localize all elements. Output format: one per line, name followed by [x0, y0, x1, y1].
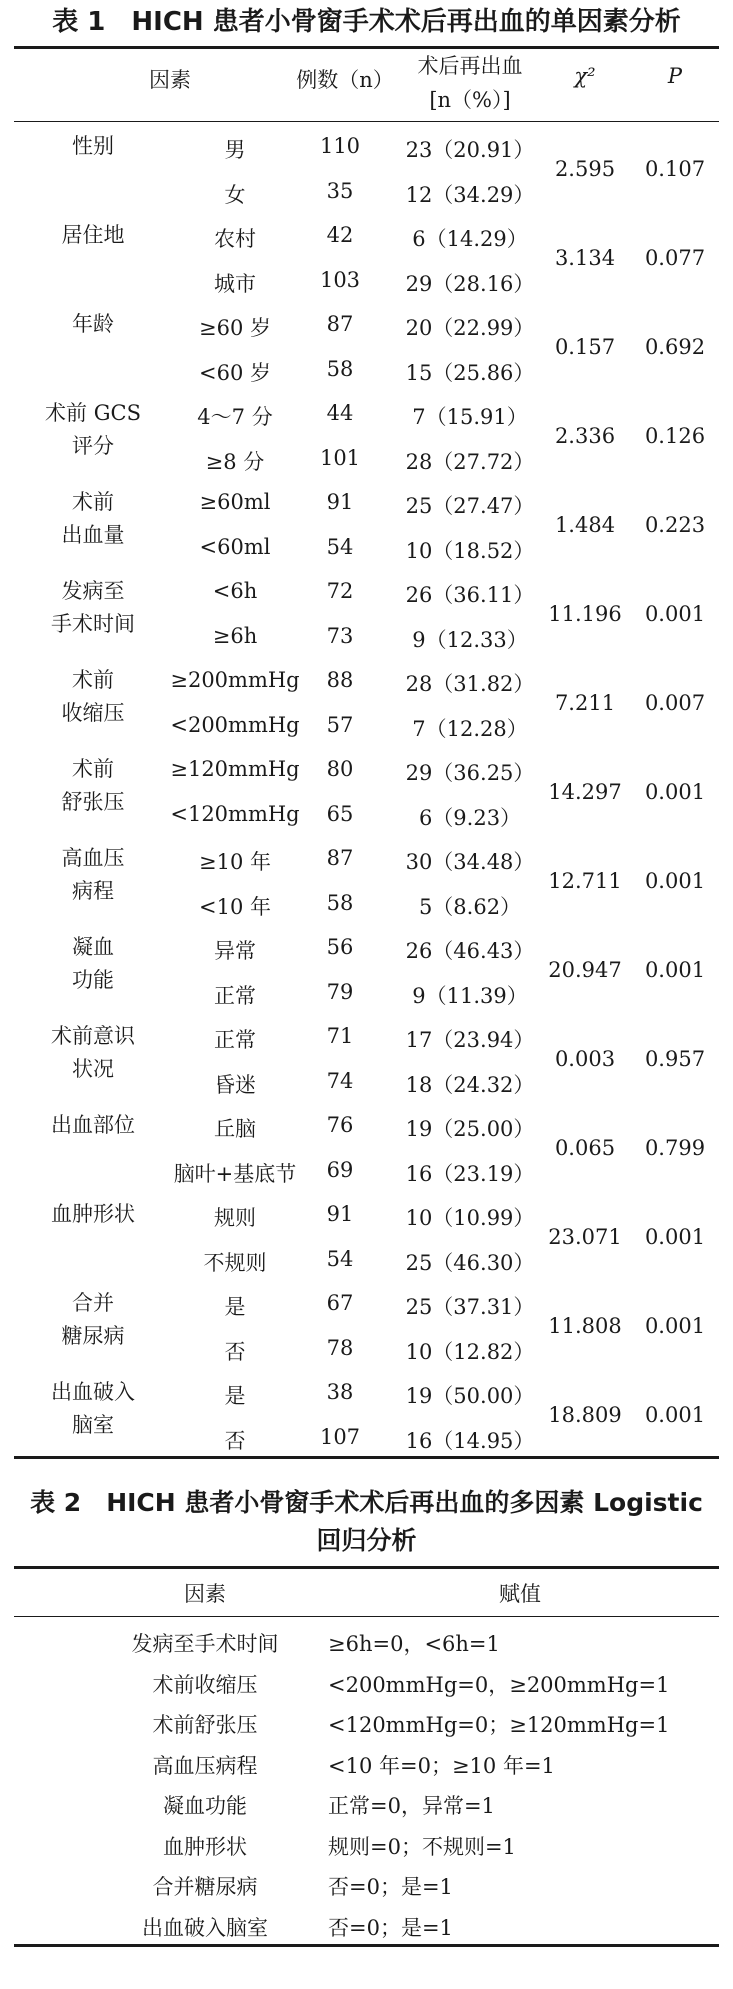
table1-cases: 107	[319, 1424, 361, 1449]
table1-level: <60 岁	[199, 360, 271, 385]
table1-cases: 87	[326, 846, 354, 870]
table1-rebleed: 25（46.30）	[405, 1250, 535, 1275]
table1-rebleed: 9（11.39）	[412, 983, 528, 1008]
table1-cases: 35	[326, 178, 354, 203]
table1-rebleed: 25（37.31）	[405, 1295, 535, 1319]
table1-p: 0.007	[644, 690, 706, 715]
table1-p: 0.001	[644, 1224, 706, 1249]
table1-p: 0.001	[644, 957, 706, 982]
table1-rebleed: 16（14.95）	[405, 1428, 535, 1453]
table1-chi2: 23.071	[548, 1224, 622, 1249]
table1-factor: 出血破入 脑室	[51, 1380, 135, 1437]
table1-chi2: 14.297	[548, 779, 622, 804]
table1-p: 0.001	[644, 1402, 706, 1427]
table1-cases: 54	[326, 1246, 354, 1271]
table1-factor: 术前 GCS 评分	[45, 401, 141, 458]
table1-level: <10 年	[199, 894, 271, 919]
table1-level: ≥200mmHg	[170, 668, 300, 692]
table1-header-chi2: χ²	[574, 64, 596, 88]
table1-title: 表 1 HICH 患者小骨窗手术术后再出血的单因素分析	[52, 7, 681, 37]
table1-factor: 出血部位	[51, 1113, 135, 1137]
table1-cases: 91	[326, 490, 354, 514]
table1-chi2: 11.808	[548, 1313, 622, 1338]
table1-level: ≥8 分	[205, 449, 265, 474]
table1-chi2: 3.134	[554, 245, 616, 270]
table2-value: ≥6h=0，<6h=1	[328, 1632, 500, 1656]
table1-level: 不规则	[203, 1250, 267, 1275]
table1-rebleed: 5（8.62）	[418, 894, 522, 919]
table1-p: 0.001	[644, 779, 706, 804]
table1-chi2: 12.711	[548, 868, 622, 893]
table1-cases: 87	[326, 312, 354, 336]
table1-p: 0.223	[644, 512, 706, 537]
table1-level: 男	[224, 138, 246, 162]
table1-level: <200mmHg	[170, 712, 300, 737]
table2-factor: 出血破入脑室	[142, 1915, 268, 1940]
table1-cases: 57	[326, 712, 354, 737]
table1-p: 0.692	[644, 334, 706, 359]
table1-level: 否	[224, 1428, 246, 1453]
table1-level: 规则	[214, 1206, 256, 1230]
table1-chi2: 2.336	[554, 423, 616, 448]
table1-rebleed: 7（15.91）	[412, 405, 528, 429]
table1-cases: 110	[319, 134, 361, 158]
table1-factor: 合并 糖尿病	[61, 1291, 125, 1348]
table1-factor: 发病至 手术时间	[51, 579, 135, 636]
table1-level: 是	[224, 1295, 246, 1319]
table2-header-value: 赋值	[499, 1582, 541, 1606]
table1-level: 否	[224, 1339, 246, 1364]
table2-value: <120mmHg=0；≥120mmHg=1	[328, 1713, 670, 1737]
table1-cases: 73	[326, 623, 354, 648]
table2-top-rule	[14, 1566, 719, 1569]
table1-p: 0.077	[644, 245, 706, 270]
table1-p: 0.001	[644, 868, 706, 893]
table1-level: 正常	[214, 983, 256, 1008]
table1-p: 0.001	[644, 1313, 706, 1338]
table1-level: <120mmHg	[170, 801, 300, 826]
table1-level: ≥10 年	[199, 850, 271, 874]
table1-rebleed: 10（12.82）	[405, 1339, 535, 1364]
table2-value: 否=0；是=1	[328, 1915, 453, 1940]
table1-rebleed: 6（14.29）	[412, 227, 528, 251]
table1-chi2: 1.484	[554, 512, 616, 537]
table1-level: ≥60ml	[199, 490, 271, 514]
table2-value: <200mmHg=0，≥200mmHg=1	[328, 1672, 670, 1697]
table2-value: 否=0；是=1	[328, 1875, 453, 1899]
table1-rebleed: 18（24.32）	[405, 1072, 535, 1097]
table2-factor: 高血压病程	[152, 1753, 258, 1778]
table1-factor: 年龄	[72, 312, 114, 336]
table1-level: 脑叶+基底节	[173, 1161, 297, 1186]
table1-level: 是	[224, 1384, 246, 1408]
table1-factor: 居住地	[61, 223, 125, 247]
table1-rebleed: 23（20.91）	[405, 138, 535, 162]
table1-rebleed: 19（25.00）	[405, 1117, 535, 1141]
table1-level: 昏迷	[214, 1072, 256, 1097]
table2-factor: 发病至手术时间	[131, 1632, 279, 1656]
table1-p: 0.126	[644, 423, 706, 448]
table1-level: 城市	[214, 271, 256, 296]
table1-chi2: 20.947	[548, 957, 622, 982]
table1-factor: 凝血 功能	[72, 935, 114, 992]
table1-level: 丘脑	[214, 1117, 256, 1141]
table2-factor: 术前舒张压	[152, 1713, 258, 1737]
table1-rebleed: 17（23.94）	[405, 1028, 535, 1052]
table1-p: 0.799	[644, 1135, 706, 1160]
table1-rebleed: 19（50.00）	[405, 1384, 535, 1408]
table1-cases: 80	[326, 757, 354, 781]
table1-cases: 103	[319, 267, 361, 292]
table1-rebleed: 6（9.23）	[418, 805, 522, 830]
table1-rebleed: 7（12.28）	[412, 716, 528, 741]
table1-rebleed: 28（27.72）	[405, 449, 535, 474]
table1-cases: 74	[326, 1068, 354, 1093]
table1-cases: 58	[326, 890, 354, 915]
table1-cases: 101	[319, 445, 361, 470]
table1-rebleed: 9（12.33）	[412, 627, 528, 652]
table1-rebleed: 10（18.52）	[405, 538, 535, 563]
table1-chi2: 11.196	[548, 601, 622, 626]
table1-level: ≥120mmHg	[170, 757, 300, 781]
table1-cases: 42	[326, 223, 354, 247]
table1-level: 正常	[214, 1028, 256, 1052]
table1-level: ≥6h	[212, 623, 258, 648]
table1-top-rule	[14, 46, 719, 49]
table1-level: ≥60 岁	[199, 316, 271, 340]
table1-level: <60ml	[199, 534, 271, 559]
table2-value: 规则=0；不规则=1	[328, 1834, 516, 1859]
table1-factor: 性别	[72, 134, 114, 158]
table1-factor: 术前 舒张压	[61, 757, 125, 814]
table1-rebleed: 29（28.16）	[405, 271, 535, 296]
table1-level: <6h	[212, 579, 258, 603]
table1-cases: 79	[326, 979, 354, 1004]
table1-rebleed: 30（34.48）	[405, 850, 535, 874]
table1-rebleed: 26（36.11）	[405, 583, 535, 607]
table1-rebleed: 28（31.82）	[405, 672, 535, 696]
table1-cases: 56	[326, 935, 354, 959]
table1-rebleed: 20（22.99）	[405, 316, 535, 340]
table1-p: 0.107	[644, 156, 706, 181]
table1-header-p: P	[667, 64, 683, 88]
table2-value: <10 年=0；≥10 年=1	[328, 1753, 555, 1778]
table2-value: 正常=0，异常=1	[328, 1794, 495, 1818]
table1-rebleed: 12（34.29）	[405, 182, 535, 207]
table2-factor: 血肿形状	[163, 1834, 247, 1859]
table1-rebleed: 29（36.25）	[405, 761, 535, 785]
table1-cases: 65	[326, 801, 354, 826]
table1-header-rule	[14, 121, 719, 122]
table2-title-line1: 表 2 HICH 患者小骨窗手术术后再出血的多因素 Logistic	[30, 1488, 703, 1517]
table1-p: 0.001	[644, 601, 706, 626]
table1-chi2: 0.065	[554, 1135, 616, 1160]
table1-factor: 术前 收缩压	[61, 668, 125, 725]
table1-rebleed: 10（10.99）	[405, 1206, 535, 1230]
table1-cases: 58	[326, 356, 354, 381]
table1-cases: 78	[326, 1335, 354, 1360]
table1-rebleed: 15（25.86）	[405, 360, 535, 385]
table1-factor: 血肿形状	[51, 1202, 135, 1226]
table1-chi2: 18.809	[548, 1402, 622, 1427]
table1-p: 0.957	[644, 1046, 706, 1071]
table1-factor: 高血压 病程	[61, 846, 125, 903]
table1-cases: 67	[326, 1291, 354, 1315]
table2-header-factor: 因素	[184, 1582, 226, 1606]
table1-factor: 术前 出血量	[61, 490, 125, 547]
table1-level: 4～7 分	[197, 405, 273, 429]
table1-level: 女	[224, 182, 246, 207]
table1-cases: 44	[326, 401, 354, 425]
table1-cases: 72	[326, 579, 354, 603]
table1-chi2: 2.595	[554, 156, 616, 181]
table1-header-rebleed-line2: [n（%）]	[429, 88, 511, 112]
table1-cases: 91	[326, 1202, 354, 1226]
table1-cases: 69	[326, 1157, 354, 1182]
table1-cases: 88	[326, 668, 354, 692]
table2-factor: 术前收缩压	[152, 1672, 258, 1697]
table2-bottom-rule	[14, 1944, 719, 1947]
table1-factor: 术前意识 状况	[51, 1024, 135, 1081]
table1-rebleed: 16（23.19）	[405, 1161, 535, 1186]
table1-header-cases: 例数（n）	[296, 68, 394, 92]
table1-rebleed: 26（46.43）	[405, 939, 535, 963]
table2-header-rule	[14, 1616, 719, 1617]
table2-title-line2: 回归分析	[316, 1526, 417, 1555]
table1-header-rebleed-line1: 术后再出血	[417, 54, 523, 78]
table1-header-factor: 因素	[149, 68, 191, 92]
table1-chi2: 7.211	[554, 690, 616, 715]
table1-level: 异常	[214, 939, 256, 963]
table1-cases: 38	[326, 1380, 354, 1404]
table1-chi2: 0.157	[554, 334, 616, 359]
table1-cases: 54	[326, 534, 354, 559]
table1-level: 农村	[214, 227, 256, 251]
table2-factor: 凝血功能	[163, 1794, 247, 1818]
table1-chi2: 0.003	[554, 1046, 616, 1071]
table1-bottom-rule	[14, 1456, 719, 1459]
table1-cases: 71	[326, 1024, 354, 1048]
table1-cases: 76	[326, 1113, 354, 1137]
table2-factor: 合并糖尿病	[152, 1875, 258, 1899]
table1-rebleed: 25（27.47）	[405, 494, 535, 518]
